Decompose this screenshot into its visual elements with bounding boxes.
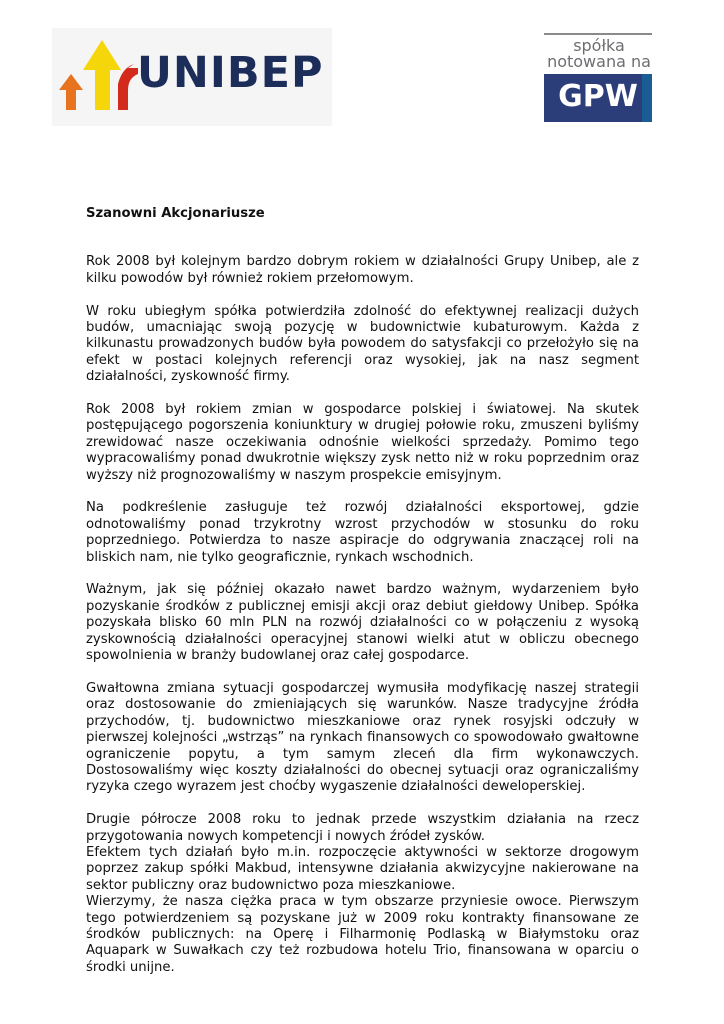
gpw-listed-badge xyxy=(544,33,654,123)
growth-arrows-icon xyxy=(52,28,142,126)
unibep-logo xyxy=(52,28,332,126)
letter-paragraph: Efektem tych działań było m.in. rozpoczęcie aktywności w sektorze drogowym poprzez zakup spółki Makbud, intensywne działania akwizycyjne nakierowane na sektor publiczny oraz budownictwo poza mieszkaniowe. xyxy=(86,844,639,893)
badge-divider xyxy=(544,33,652,35)
letter-paragraph: Drugie półrocze 2008 roku to jednak przede wszystkim działania na rzecz przygotowania nowych kompetencji i nowych źródeł zysków. xyxy=(86,812,639,844)
gpw-box xyxy=(544,74,652,122)
badge-line-1: spółka xyxy=(573,36,625,55)
letter-paragraph: Rok 2008 był rokiem zmian w gospodarce polskiej i światowej. Na skutek postępującego pogorszenia koniunktury w drugiej połowie roku, zmuszeni byliśmy zrewidować nasze oczekiwania odnośnie wielkości sprzedaży. Pomimo tego wypracowaliśmy ponad dwukrotnie większy zysk netto niż w roku poprzednim oraz wyższy niż prognozowaliśmy w naszym prospekcie emisyjnym. xyxy=(86,402,639,483)
badge-line-2: notowana na xyxy=(547,52,651,71)
letter-paragraph: Na podkreślenie zasługuje też rozwój działalności eksportowej, gdzie odnotowaliśmy ponad trzykrotny wzrost przychodów w stosunku do roku poprzedniego. Potwierdza to nasze aspiracje do odgrywania znaczącej roli na bliskich nam, nie tylko geograficznie, rynkach wschodnich. xyxy=(86,500,639,565)
letter-paragraph: Ważnym, jak się później okazało nawet bardzo ważnym, wydarzeniem było pozyskanie środków z publicznej emisji akcji oraz debiut giełdowy Unibep. Spółka pozyskała blisko 60 mln PLN na rozwój działalności co w połączeniu z wysoką zyskownością działalności operacyjnej stanowi wielki atut w obliczu obecnego spowolnienia w branży budowlanej oraz całej gospodarce. xyxy=(86,582,639,664)
letter-salutation: Szanowni Akcjonariusze xyxy=(86,206,265,221)
letter-paragraph: Rok 2008 był kolejnym bardzo dobrym rokiem w działalności Grupy Unibep, ale z kilku powodów był również rokiem przełomowym. xyxy=(86,254,639,286)
gpw-label: GPW xyxy=(558,79,638,114)
letter-paragraph: Gwałtowna zmiana sytuacji gospodarczej wymusiła modyfikację naszej strategii oraz dostosowanie do zmieniających się warunków. Nasze tradycyjne źródła przychodów, tj. budownictwo mieszkaniowe oraz rynek rosyjski odczuły w pierwszej kolejności „wstrząs” na rynkach finansowych co spowodowało gwałtowne ograniczenie popytu, a tym samym zleceń dla firm wykonawczych. Dostosowaliśmy więc koszty działalności do obecnej sytuacji oraz ograniczaliśmy ryzyka czego wyrazem jest choćby wygaszenie działalności deweloperskiej. xyxy=(86,680,639,795)
letter-paragraph: Wierzymy, że nasza ciężka praca w tym obszarze przyniesie owoce. Pierwszym tego potwierdzeniem są pozyskane już w 2009 roku kontrakty finansowane ze środków publicznych: na Operę i Filharmonię Podlaską w Białymstoku oraz Aquapark w Suwałkach czy też rozbudowa hotelu Trio, finansowana w oparciu o środki unijne. xyxy=(86,894,639,975)
letter-paragraph: W roku ubiegłym spółka potwierdziła zdolność do efektywnej realizacji dużych budów, umacniając swoją pozycję w budownictwie kubaturowym. Każda z kilkunastu prowadzonych budów była powodem do satysfakcji co przełożyło się na efekt w postaci kolejnych referencji oraz wysokiej, jak na nasz segment działalności, zyskowność firmy. xyxy=(86,303,639,385)
shareholder-letter xyxy=(86,206,639,976)
company-wordmark: UNIBEP xyxy=(137,48,324,98)
